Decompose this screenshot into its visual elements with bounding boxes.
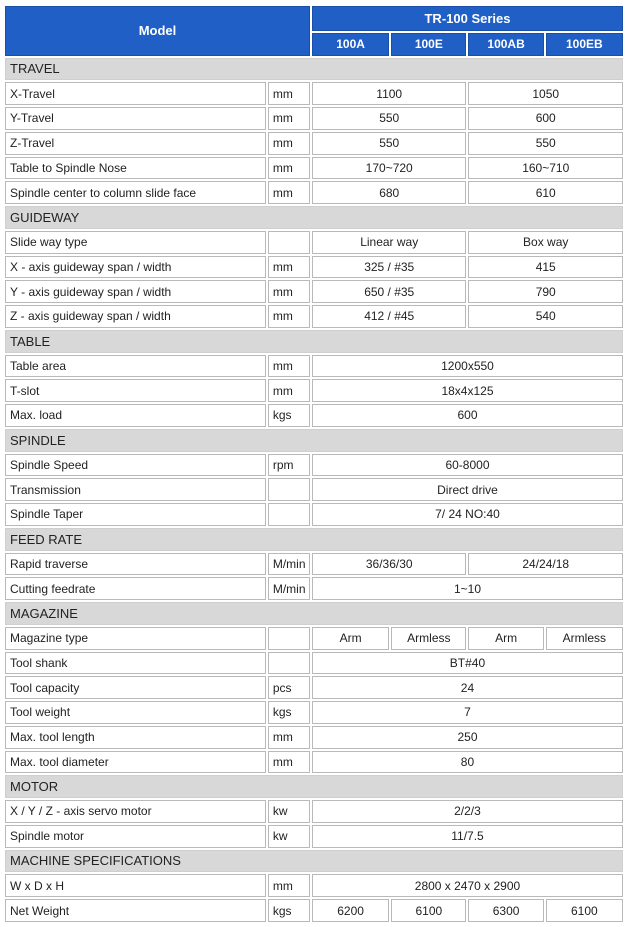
spec-row xyxy=(5,553,623,576)
model-header-100e: 100E xyxy=(391,33,466,56)
spec-value: BT#40 xyxy=(312,652,623,675)
spec-label: Slide way type xyxy=(5,231,266,254)
spec-label: Y-Travel xyxy=(5,107,266,130)
spec-value: 7 xyxy=(312,701,623,724)
spec-row xyxy=(5,82,623,105)
section-title: GUIDEWAY xyxy=(5,206,623,229)
spec-row xyxy=(5,800,623,823)
section-row xyxy=(5,528,623,551)
spec-label: Spindle Speed xyxy=(5,454,266,477)
spec-value: 250 xyxy=(312,726,623,749)
spec-value: 7/ 24 NO:40 xyxy=(312,503,623,526)
spec-value: Box way xyxy=(468,231,623,254)
spec-row xyxy=(5,181,623,204)
section-title: MAGAZINE xyxy=(5,602,623,625)
spec-unit: pcs xyxy=(268,676,310,699)
spec-value: 80 xyxy=(312,751,623,774)
spec-unit: mm xyxy=(268,379,310,402)
spec-value: Arm xyxy=(312,627,389,650)
section-row xyxy=(5,330,623,353)
section-title: SPINDLE xyxy=(5,429,623,452)
spec-value: 36/36/30 xyxy=(312,553,466,576)
spec-unit: mm xyxy=(268,181,310,204)
spec-value: 6100 xyxy=(391,899,466,922)
spec-table-body xyxy=(5,6,623,922)
spec-value: 550 xyxy=(312,132,466,155)
spec-value: 11/7.5 xyxy=(312,825,623,848)
spec-label: Net Weight xyxy=(5,899,266,922)
spec-value: 6300 xyxy=(468,899,543,922)
spec-unit: M/min xyxy=(268,553,310,576)
spec-label: Spindle motor xyxy=(5,825,266,848)
spec-unit: mm xyxy=(268,874,310,897)
spec-row xyxy=(5,874,623,897)
spec-row xyxy=(5,305,623,328)
model-header-100ab: 100AB xyxy=(468,33,543,56)
section-row xyxy=(5,206,623,229)
spec-label: X-Travel xyxy=(5,82,266,105)
spec-row xyxy=(5,280,623,303)
spec-unit xyxy=(268,231,310,254)
spec-label: Tool capacity xyxy=(5,676,266,699)
spec-row xyxy=(5,627,623,650)
spec-table xyxy=(3,4,625,924)
spec-unit: rpm xyxy=(268,454,310,477)
spec-row xyxy=(5,701,623,724)
spec-label: Max. tool length xyxy=(5,726,266,749)
spec-unit: mm xyxy=(268,157,310,180)
section-title: FEED RATE xyxy=(5,528,623,551)
spec-unit: mm xyxy=(268,280,310,303)
spec-value: 1050 xyxy=(468,82,623,105)
spec-value: 550 xyxy=(468,132,623,155)
section-row xyxy=(5,850,623,873)
spec-row xyxy=(5,379,623,402)
spec-value: 18x4x125 xyxy=(312,379,623,402)
spec-unit: mm xyxy=(268,726,310,749)
spec-value: 6100 xyxy=(546,899,623,922)
spec-label: Tool weight xyxy=(5,701,266,724)
spec-unit: mm xyxy=(268,751,310,774)
spec-value: 24 xyxy=(312,676,623,699)
spec-row xyxy=(5,404,623,427)
spec-value: 2/2/3 xyxy=(312,800,623,823)
spec-unit: kgs xyxy=(268,404,310,427)
spec-value: Armless xyxy=(391,627,466,650)
spec-value: 6200 xyxy=(312,899,389,922)
spec-value: 160~710 xyxy=(468,157,623,180)
spec-value: Direct drive xyxy=(312,478,623,501)
spec-label: Cutting feedrate xyxy=(5,577,266,600)
spec-value: 1~10 xyxy=(312,577,623,600)
spec-label: Spindle center to column slide face xyxy=(5,181,266,204)
spec-row xyxy=(5,107,623,130)
spec-row xyxy=(5,256,623,279)
section-row xyxy=(5,602,623,625)
spec-row xyxy=(5,676,623,699)
spec-row xyxy=(5,577,623,600)
spec-unit: mm xyxy=(268,107,310,130)
spec-label: X / Y / Z - axis servo motor xyxy=(5,800,266,823)
spec-value: 24/24/18 xyxy=(468,553,623,576)
spec-value: Arm xyxy=(468,627,543,650)
spec-value: 170~720 xyxy=(312,157,466,180)
spec-value: 412 / #45 xyxy=(312,305,466,328)
spec-unit xyxy=(268,652,310,675)
spec-unit: kgs xyxy=(268,899,310,922)
section-title: TRAVEL xyxy=(5,58,623,81)
spec-value: 550 xyxy=(312,107,466,130)
spec-unit: M/min xyxy=(268,577,310,600)
spec-label: Z - axis guideway span / width xyxy=(5,305,266,328)
spec-value: 60-8000 xyxy=(312,454,623,477)
spec-row xyxy=(5,503,623,526)
spec-label: Tool shank xyxy=(5,652,266,675)
spec-label: Y - axis guideway span / width xyxy=(5,280,266,303)
spec-label: X - axis guideway span / width xyxy=(5,256,266,279)
spec-unit: mm xyxy=(268,256,310,279)
spec-unit: mm xyxy=(268,132,310,155)
spec-value: 600 xyxy=(468,107,623,130)
spec-row xyxy=(5,825,623,848)
spec-row xyxy=(5,454,623,477)
spec-value: 1100 xyxy=(312,82,466,105)
spec-unit: kgs xyxy=(268,701,310,724)
spec-row xyxy=(5,899,623,922)
spec-label: Rapid traverse xyxy=(5,553,266,576)
spec-value: 790 xyxy=(468,280,623,303)
section-row xyxy=(5,775,623,798)
model-header-100eb: 100EB xyxy=(546,33,623,56)
section-title: TABLE xyxy=(5,330,623,353)
spec-value: 540 xyxy=(468,305,623,328)
spec-unit: mm xyxy=(268,305,310,328)
spec-value: 1200x550 xyxy=(312,355,623,378)
spec-label: Magazine type xyxy=(5,627,266,650)
spec-value: 680 xyxy=(312,181,466,204)
spec-label: Spindle Taper xyxy=(5,503,266,526)
spec-unit: mm xyxy=(268,82,310,105)
spec-row xyxy=(5,751,623,774)
spec-label: Max. tool diameter xyxy=(5,751,266,774)
spec-value: 2800 x 2470 x 2900 xyxy=(312,874,623,897)
section-row xyxy=(5,58,623,81)
spec-label: Table to Spindle Nose xyxy=(5,157,266,180)
spec-label: T-slot xyxy=(5,379,266,402)
spec-unit: kw xyxy=(268,825,310,848)
spec-value: 610 xyxy=(468,181,623,204)
spec-value: 325 / #35 xyxy=(312,256,466,279)
spec-row xyxy=(5,355,623,378)
section-title: MACHINE SPECIFICATIONS xyxy=(5,850,623,873)
model-header-100a: 100A xyxy=(312,33,389,56)
spec-unit: kw xyxy=(268,800,310,823)
spec-row xyxy=(5,652,623,675)
spec-unit xyxy=(268,627,310,650)
spec-row xyxy=(5,231,623,254)
spec-row xyxy=(5,132,623,155)
spec-label: Max. load xyxy=(5,404,266,427)
spec-row xyxy=(5,726,623,749)
series-header: TR-100 Series xyxy=(312,6,623,31)
spec-unit: mm xyxy=(268,355,310,378)
model-header: Model xyxy=(5,6,310,56)
spec-unit xyxy=(268,503,310,526)
spec-value: 600 xyxy=(312,404,623,427)
spec-value: 415 xyxy=(468,256,623,279)
section-row xyxy=(5,429,623,452)
spec-row xyxy=(5,478,623,501)
spec-label: Z-Travel xyxy=(5,132,266,155)
spec-row xyxy=(5,157,623,180)
spec-value: 650 / #35 xyxy=(312,280,466,303)
spec-unit xyxy=(268,478,310,501)
section-title: MOTOR xyxy=(5,775,623,798)
spec-value: Linear way xyxy=(312,231,466,254)
spec-label: W x D x H xyxy=(5,874,266,897)
spec-value: Armless xyxy=(546,627,623,650)
spec-label: Table area xyxy=(5,355,266,378)
spec-label: Transmission xyxy=(5,478,266,501)
header-row-series xyxy=(5,6,623,31)
